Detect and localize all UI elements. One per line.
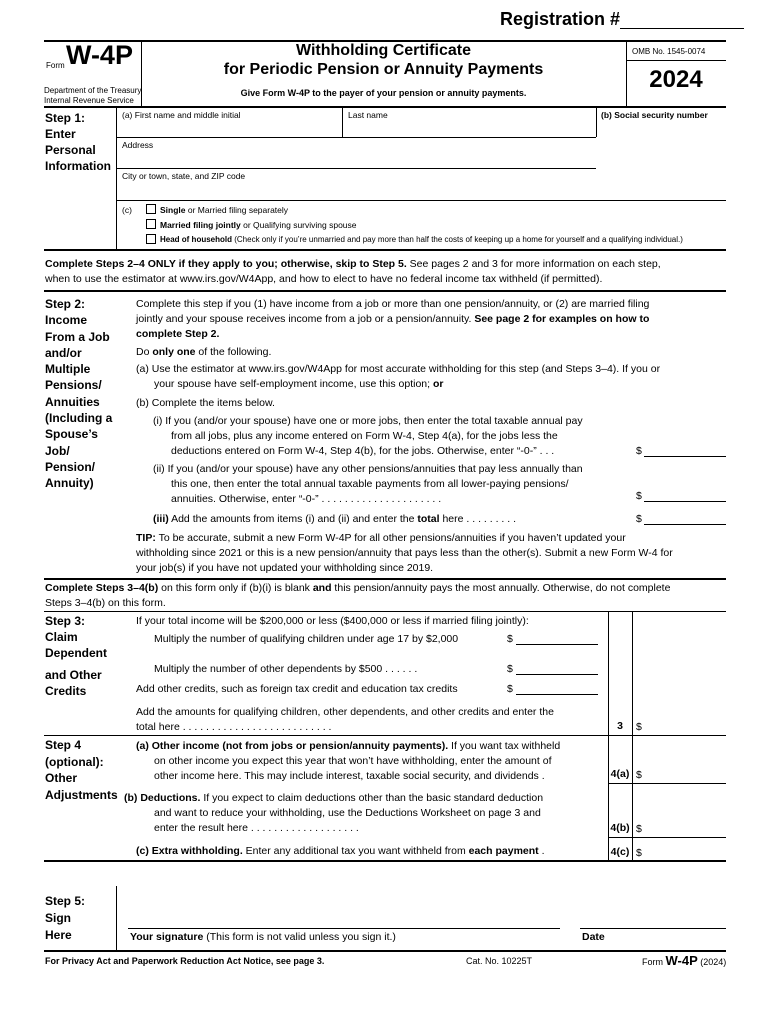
step4-b: (b) Deductions. If you expect to claim deductions other than the basic standard deduction and want to reduce your withholding, use the Deductions Worksheet on page 3 and enter the result here . . . . . . . . . . . . . . . . . . . [124, 792, 544, 834]
note2-bottom-rule [44, 611, 726, 612]
city-input[interactable] [118, 181, 594, 199]
privacy-notice: For Privacy Act and Paperwork Reduction Act Notice, see page 3. [45, 956, 325, 966]
address-input[interactable] [118, 150, 594, 166]
step3-children-line: Multiply the number of qualifying children under age 17 by $2,000 [154, 633, 459, 645]
step4a-rule [608, 783, 726, 784]
step1-left-border [116, 107, 117, 249]
single-checkbox[interactable] [146, 204, 156, 214]
omb-number: OMB No. 1545-0074 [632, 47, 706, 56]
filing-status-letter: (c) [122, 205, 132, 215]
step2-item-i: (i) If you (and/or your spouse) have one or more jobs, then enter the total taxable annual pay from all jobs, plus any income entered on Form W-4, Step 4(a), for the jobs less the deductions entered on Form W-4, Step 4(b), for the jobs. Otherwise, enter “-0-” . . . [153, 415, 583, 457]
dept-line2: Internal Revenue Service [44, 96, 134, 105]
step3-others-line: Multiply the number of other dependents by $500 . . . . . . [154, 663, 418, 675]
registration-field[interactable] [620, 14, 744, 29]
step2-do-only: Do only one of the following. [136, 346, 272, 358]
step5-bottom-rule [44, 950, 726, 952]
step2-bottom-rule [44, 578, 726, 580]
form-year: 2024 [649, 66, 703, 93]
date-line [580, 928, 726, 929]
signature-line [128, 928, 560, 929]
step3-children-amount[interactable] [516, 631, 598, 645]
step3-others-amount[interactable] [516, 661, 598, 675]
signature-field[interactable] [128, 905, 560, 927]
ssn-label: (b) Social security number [601, 110, 708, 120]
date-label: Date [582, 931, 605, 943]
step3-others-dollar: $ [507, 663, 513, 675]
omb-rule [626, 60, 726, 61]
cat-number: Cat. No. 10225T [466, 956, 533, 966]
step3-total-dollar: $ [636, 721, 642, 733]
step4b-rule [608, 837, 726, 838]
signature-label: Your signature (This form is not valid unless you sign it.) [130, 931, 396, 943]
city-label: City or town, state, and ZIP code [122, 171, 246, 181]
step3-total-amount[interactable] [644, 718, 726, 734]
step2-ii-dollar: $ [636, 490, 642, 502]
step3-credits-line: Add other credits, such as foreign tax credit and education tax credits [136, 683, 458, 695]
step2-i-amount[interactable] [644, 443, 726, 457]
step2-item-iii: (iii) Add the amounts from items (i) and (ii) and enter the total here . . . . . . . . . [153, 513, 516, 525]
step2-title: Step 2: Income From a Job and/or Multiple Pensions/ Annuities (Including a Spouse’s Job/ Pension/ Annuity) [45, 297, 113, 491]
date-field[interactable] [580, 905, 726, 927]
form-word: Form [46, 61, 65, 70]
step2-option-a: (a) Use the estimator at www.irs.gov/W4App for most accurate withholding for this step (and Steps 3–4). If you or your spouse have self-employment income, use this option; or [136, 363, 661, 390]
note-bottom-rule [44, 290, 726, 292]
married-checkbox[interactable] [146, 219, 156, 229]
registration-label: Registration # [500, 9, 621, 29]
step2-iii-dollar: $ [636, 513, 642, 525]
step3-credits-amount[interactable] [516, 681, 598, 695]
hoh-label: Head of household (Check only if you’re unmarried and pay more than half the costs of keeping up a home for yourself and a qualifying individual.) [160, 235, 683, 244]
step4b-amount[interactable] [644, 820, 726, 836]
step5-divider [116, 886, 117, 950]
step4c-dollar: $ [636, 847, 642, 859]
form-name: W-4P [66, 40, 133, 70]
form-title-line2: for Periodic Pension or Annuity Payments [223, 61, 544, 78]
step1-title: Step 1: Enter Personal Information [45, 111, 111, 173]
step2-intro: Complete this step if you (1) have income from a job or more than one pension/annuity, or (2) are married filing jointly and your spouse receives income from a job or a pension/annuity. See page 2 for examples on how to complete Step 2. [136, 298, 650, 340]
single-label: Single or Married filing separately [160, 205, 289, 215]
name-divider [342, 107, 343, 137]
step3-children-dollar: $ [507, 633, 513, 645]
complete-steps-note: Complete Steps 2–4 ONLY if they apply to you; otherwise, skip to Step 5. See pages 2 and 3 for more information on each step, when to use the estimator at www.irs.gov/W4App, and how to elect to have no federal income tax withheld (if permitted). [45, 258, 661, 285]
first-name-input[interactable] [118, 120, 340, 136]
step3-credits-dollar: $ [507, 683, 513, 695]
last-name-input[interactable] [344, 120, 594, 136]
first-name-label: (a) First name and middle initial [122, 110, 241, 120]
step2-ii-amount[interactable] [644, 488, 726, 502]
header-bottom-rule [44, 106, 726, 108]
step4-a: (a) Other income (not from jobs or pension/annuity payments). If you want tax withheld on other income you expect this year that won’t have withholding, enter the amount of other income here. This may include interest, taxable social security, and dividends . [136, 740, 561, 782]
step3-add-line: Add the amounts for qualifying children, other dependents, and other credits and enter the total here . . . . . . . . . . . . . . . . . . . . . . . . . . [136, 706, 554, 733]
step1-bottom-rule [44, 249, 726, 251]
form-title-line1: Withholding Certificate [296, 42, 471, 59]
step4c-amount[interactable] [644, 843, 726, 859]
name-row-rule [116, 137, 596, 138]
complete-steps-note-2: Complete Steps 3–4(b) on this form only if (b)(i) is blank and this pension/annuity pays the most annually. Otherwise, do not complete Steps 3–4(b) on this form. [45, 582, 671, 609]
address-label: Address [122, 140, 154, 150]
step4c-num: 4(c) [610, 846, 630, 858]
step4-bottom-rule [44, 860, 726, 862]
dept-line1: Department of the Treasury [44, 86, 142, 95]
address-row-rule [116, 168, 596, 169]
step4-title: Step 4 (optional): Other Adjustments [45, 738, 118, 802]
form-subtitle: Give Form W-4P to the payer of your pension or annuity payments. [240, 88, 527, 98]
ssn-divider [596, 107, 597, 137]
ssn-input[interactable] [598, 120, 725, 136]
step2-iii-amount[interactable] [644, 511, 726, 525]
step4a-dollar: $ [636, 769, 642, 781]
hoh-checkbox[interactable] [146, 234, 156, 244]
step4-c: (c) Extra withholding. Enter any additional tax you want withheld from each payment . [136, 845, 545, 857]
step2-tip: TIP: To be accurate, submit a new Form W-4P for all other pensions/annuities if you haven’t updated your withholding since 2021 or this is a new pension/annuity that pays less than the other(s). Submit a new Form W-4 for your job(s) if you have not updated your withholding since 2019. [136, 532, 673, 574]
step4b-dollar: $ [636, 823, 642, 835]
footer-form: Form W-4P (2024) [642, 953, 727, 968]
step5-title: Step 5: Sign Here [45, 894, 86, 942]
step2-item-2-text: (ii) If you (and/or your spouse) have any other pensions/annuities that pay less annually than this one, then enter the total annual taxable payments from all lower-paying pensions/ annuities. Otherwise, enter “-0-” . . . . . . . . . . . . . . . . . . . . . [153, 463, 583, 505]
step3-bottom-rule [44, 735, 726, 736]
step4a-amount[interactable] [644, 766, 726, 782]
step4b-num: 4(b) [610, 822, 630, 834]
step4a-num: 4(a) [610, 768, 630, 780]
married-label: Married filing jointly or Qualifying surviving spouse [160, 220, 357, 230]
step3-title: Step 3: Claim Dependent and Other Credits [45, 614, 108, 698]
city-row-rule [116, 200, 726, 201]
step2-option-b: (b) Complete the items below. [136, 397, 275, 409]
step2-i-dollar: $ [636, 445, 642, 457]
step3-num: 3 [617, 720, 623, 732]
step3-income-line: If your total income will be $200,000 or less ($400,000 or less if married filing jointly): [136, 615, 529, 627]
last-name-label: Last name [348, 110, 388, 120]
